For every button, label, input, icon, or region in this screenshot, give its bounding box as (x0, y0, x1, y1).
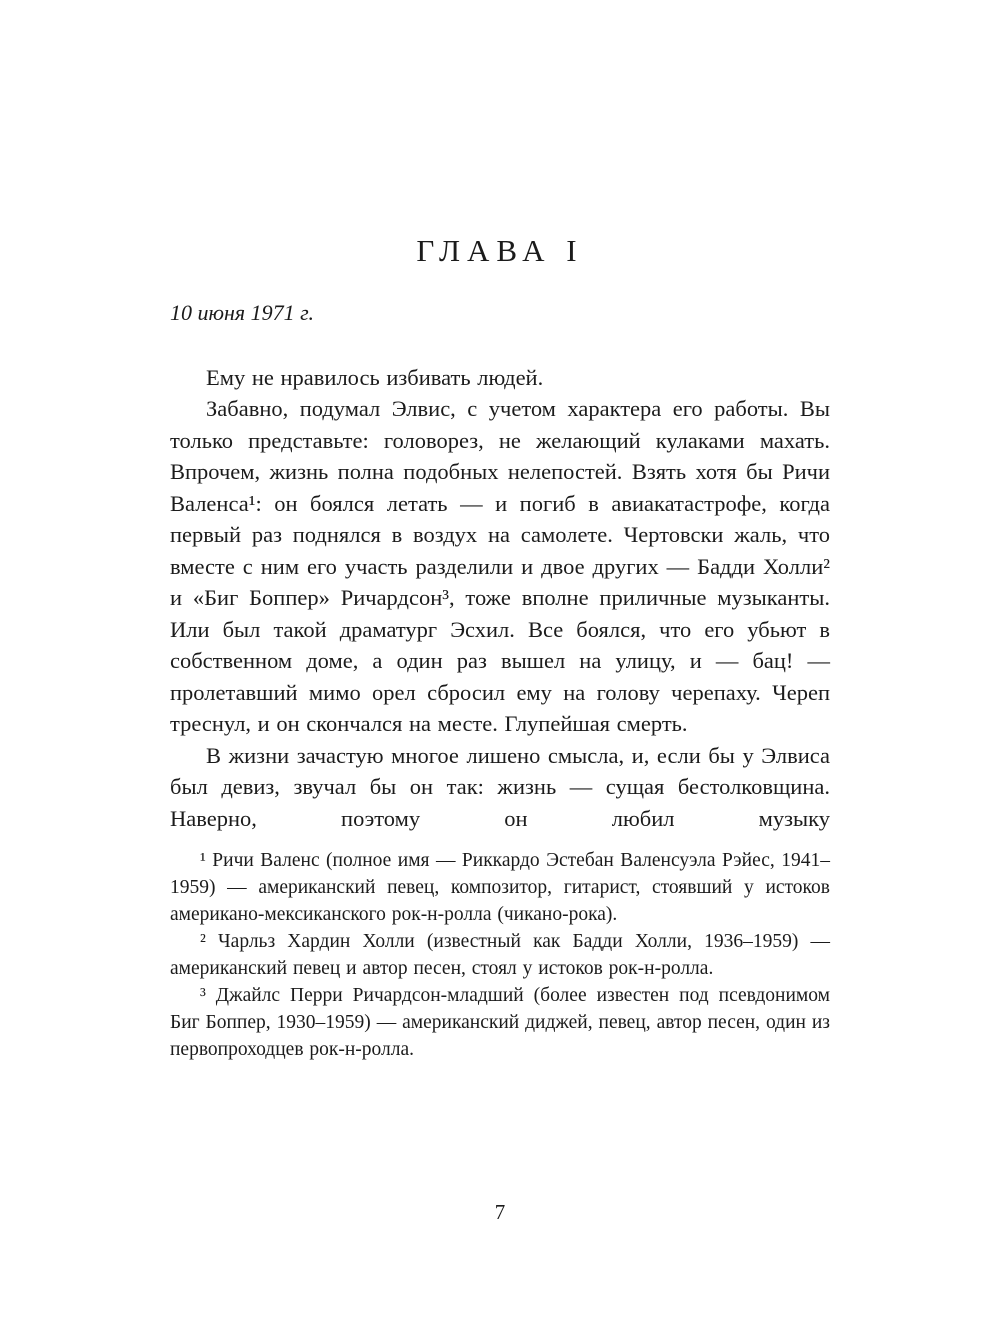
date-line: 10 июня 1971 г. (170, 300, 314, 326)
footnotes-section (170, 848, 830, 1063)
body-text (170, 362, 830, 835)
chapter-title: ГЛАВА I (416, 233, 584, 268)
paragraph-2: Забавно, подумал Элвис, с учетом характера его работы. Вы только представьте: головорез, не желающий кулаками махать. Впрочем, жизнь полна подобных нелепостей. Взять хотя бы Ричи Валенса¹: он боялся летать — и погиб в авиакатастрофе, когда первый раз поднялся в воздух на самолете. Чертовски жаль, что вместе с ним его участь разделили и двое других — Бадди Холли² и «Биг Боппер» Ричардсон³, тоже вполне приличные музыканты. Или был такой драматург Эсхил. Все боялся, что его убьют в собственном доме, а один раз вышел на улицу, и — бац! — пролетавший мимо орел сбросил ему на голову черепаху. Череп треснул, и он скончался на месте. Глупейшая смерть. (170, 396, 830, 737)
paragraph-1: Ему не нравилось избивать людей. (206, 364, 544, 390)
footnote-1: ¹ Ричи Валенс (полное имя — Риккардо Эстебан Валенсуэла Рэйес, 1941–1959) — американский певец, композитор, гитарист, стоявший у истоков американо-мексиканского рок-н-ролла (чикано-рока). (170, 850, 830, 926)
paragraph-3: В жизни зачастую многое лишено смысла, и, если бы у Элвиса был девиз, звучал бы он так: жизнь — сущая бестолковщина. Наверно, поэтому он любил музыку (170, 742, 830, 831)
footnote-3: ³ Джайлс Перри Ричардсон-младший (более известен под псевдонимом Биг Боппер, 1930–1959) — американский диджей, певец, автор песен, один из первопроходцев рок-н-ролла. (170, 984, 830, 1060)
footnote-2: ² Чарльз Хардин Холли (известный как Бадди Холли, 1936–1959) — американский певец и автор песен, стоял у истоков рок-н-ролла. (170, 931, 830, 979)
page-number: 7 (494, 1200, 506, 1224)
